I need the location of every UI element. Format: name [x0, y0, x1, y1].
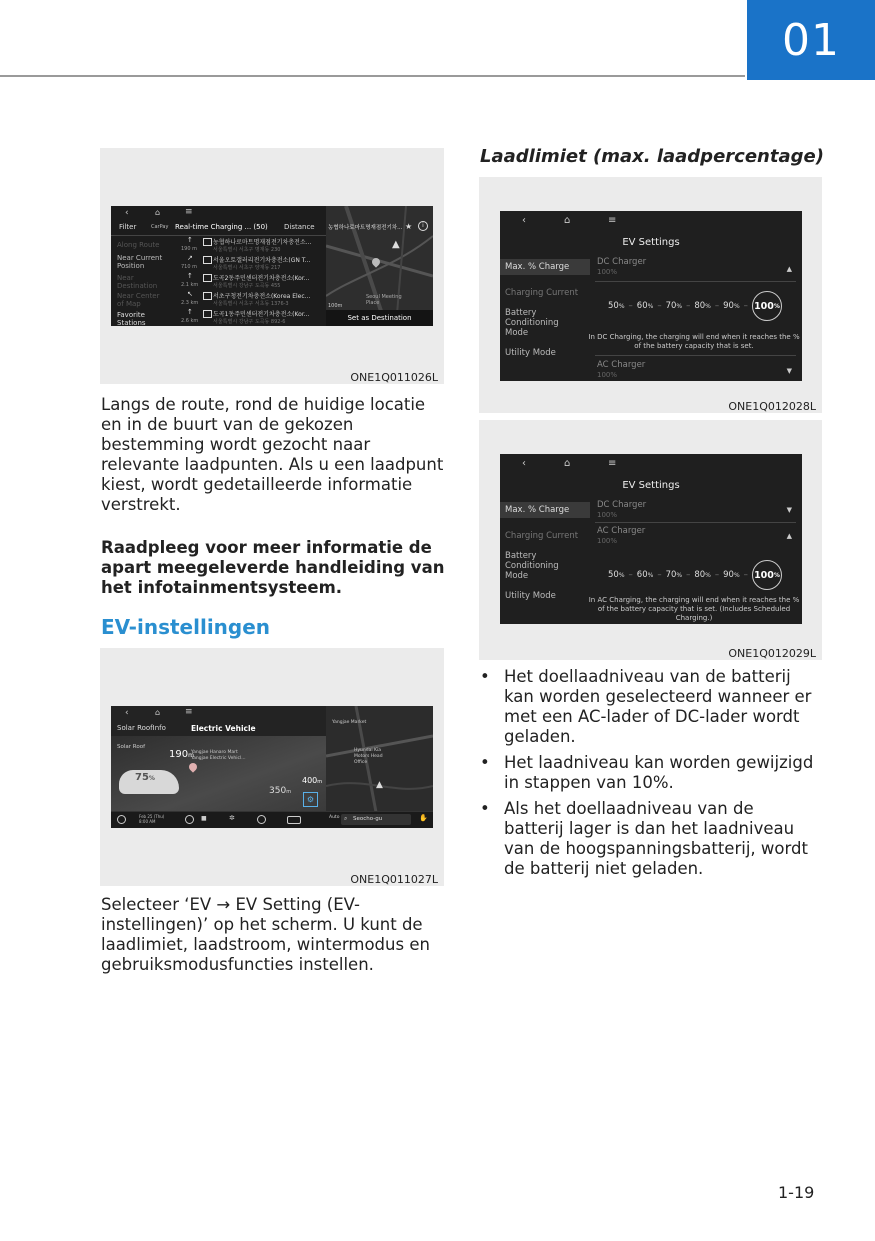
scale-unit: % — [705, 572, 711, 579]
selected-value: 100 — [754, 300, 774, 312]
scale-unit: % — [647, 572, 654, 579]
figure-ev-settings-ac — [479, 420, 822, 660]
selected-value: 100 — [754, 569, 774, 581]
arrow-diagonal-icon: ↗ — [187, 254, 193, 262]
row-address: 서울특별시 서초구 서초동 1376-3 — [213, 301, 289, 307]
scale-value: 50 — [608, 301, 619, 311]
side-near-destination[interactable]: Near Destination — [117, 274, 158, 290]
scale-value: 90 — [723, 301, 734, 311]
option-ac-charger[interactable] — [597, 360, 645, 380]
option-ac-value: 100% — [597, 371, 618, 379]
side-max-charge[interactable]: Max. % Charge — [505, 505, 570, 515]
lock-icon[interactable]: ■ — [201, 815, 207, 822]
table-row[interactable] — [173, 272, 326, 290]
menu-icon: ≡ — [185, 207, 193, 217]
ev-map-panel[interactable] — [326, 706, 433, 812]
side-favorite[interactable]: Favorite Stations — [117, 311, 146, 326]
scale-value: 70 — [665, 570, 677, 580]
list-title: Real-time Charging ... (50) — [175, 223, 268, 231]
scale-value: 50 — [608, 570, 619, 580]
category-sidebar — [111, 236, 173, 326]
scale-value: 60 — [636, 301, 648, 311]
home-icon[interactable]: ⌂ — [564, 215, 571, 226]
row-address: 서울특별시 강남구 도곡동 455 — [213, 283, 281, 289]
expand-arrow-icon[interactable]: ▼ — [786, 367, 792, 375]
figure-caption: ONE1Q011026L — [350, 371, 438, 384]
back-icon[interactable]: ‹ — [522, 215, 526, 226]
screen-charging-list — [111, 206, 433, 326]
search-icon: ⌕ — [344, 815, 348, 822]
solar-roof-info-button[interactable]: Solar RoofInfo — [117, 724, 166, 732]
scale-option[interactable] — [637, 570, 654, 580]
scale-option[interactable] — [694, 570, 711, 580]
selected-percent[interactable] — [752, 560, 782, 590]
list-item: • Het laadniveau kan worden gewijzigd in stappen van 10%. — [480, 753, 815, 793]
section-heading-charge-limit: Laadlimiet (max. laadpercentage) — [480, 146, 824, 167]
search-field[interactable] — [341, 814, 411, 825]
battery-percent-unit: % — [148, 775, 155, 782]
side-charging-current[interactable]: Charging Current — [505, 288, 579, 298]
option-ac-label: AC Charger — [597, 526, 646, 536]
info-icon[interactable]: i — [418, 221, 428, 231]
side-near-current[interactable]: Near Current Position — [117, 254, 163, 270]
figure-caption: ONE1Q011027L — [350, 873, 438, 886]
screen-ev-settings-dc — [500, 211, 802, 381]
header-rule — [0, 75, 745, 77]
back-icon: ‹ — [125, 208, 129, 218]
search-text: Seocho-gu — [353, 816, 383, 822]
ev-settings-icon[interactable]: ⚙ — [303, 792, 318, 807]
map-scale: 100m — [328, 303, 343, 309]
selected-percent[interactable] — [752, 291, 782, 321]
range-190-value: 190 — [169, 749, 189, 760]
ev-settings-title: EV Settings — [622, 480, 680, 491]
charging-note: In AC Charging, the charging will end when it reaches the % of the battery capacity that is set. (Includes Scheduled Charging.) — [588, 596, 800, 622]
clock-icon[interactable] — [185, 815, 194, 824]
ev-topbar — [500, 454, 802, 476]
paragraph-route-search: Langs de route, rond de huidige locatie en in de buurt van de gekozen bestemming wordt gezocht naar relevante laadpunten. Als u een laadpunt kiest, wordt gedetailleerde informatie verstrekt. — [101, 395, 444, 514]
charger-icon — [203, 292, 212, 300]
range-400-unit: m — [317, 779, 323, 785]
scale-unit: % — [705, 303, 711, 310]
paragraph-infotainment-note: Raadpleeg voor meer informatie de apart meegeleverde handleiding van het infotainmentsysteem. — [101, 538, 445, 597]
scale-option[interactable] — [608, 570, 625, 580]
distance-sort-button[interactable]: Distance — [284, 223, 315, 231]
scale-option[interactable] — [723, 570, 740, 580]
menu-icon[interactable]: ≡ — [608, 215, 617, 226]
ev-settings-title: EV Settings — [622, 237, 680, 248]
side-near-center[interactable]: Near Center of Map — [117, 292, 160, 308]
side-charging-current[interactable]: Charging Current — [505, 531, 579, 541]
chapter-tab: 01 — [747, 0, 875, 80]
arrow-up-icon: ↑ — [187, 308, 193, 316]
figure-charging-list — [100, 148, 444, 384]
option-ac-charger[interactable] — [597, 526, 645, 546]
divider — [595, 281, 796, 282]
figure-electric-vehicle — [100, 648, 444, 886]
settings-hand-icon[interactable]: ✋ — [419, 814, 428, 822]
scale-value: 90 — [723, 570, 734, 580]
scale-value: 80 — [694, 570, 706, 580]
arrow-up-icon: ↑ — [187, 272, 193, 280]
ev-topbar — [500, 211, 802, 233]
side-max-charge[interactable]: Max. % Charge — [505, 262, 570, 272]
figure-ev-settings-dc — [479, 177, 822, 413]
set-destination-button[interactable]: Set as Destination — [326, 310, 433, 326]
arrow-up-icon: ↑ — [187, 236, 193, 244]
side-battery-conditioning[interactable]: Battery Conditioning Mode — [505, 308, 559, 338]
option-ac-value: 100% — [597, 537, 618, 545]
row-name: 서초구청전기차충전소(Korea Elec... — [213, 293, 311, 300]
row-distance: 2.1 km — [181, 282, 199, 288]
option-dc-charger[interactable] — [597, 257, 646, 277]
range-350-value: 350 — [269, 786, 287, 796]
toggle-icon[interactable] — [287, 816, 301, 824]
star-icon[interactable]: ★ — [405, 222, 413, 231]
option-dc-value: 100% — [597, 511, 618, 519]
divider — [595, 522, 796, 523]
charging-note: In DC Charging, the charging will end when it reaches the % of the battery capacity that is set. — [588, 333, 800, 350]
filter-button[interactable]: Filter — [119, 223, 137, 231]
charger-icon — [203, 256, 212, 264]
solar-roof-label: Solar Roof — [117, 744, 146, 750]
collapse-arrow-icon[interactable]: ▲ — [786, 265, 792, 273]
destination-header: 농협하나로마트명재점전기차... — [328, 225, 403, 231]
date-time: Feb 25 (Thu) 8:00 AM — [139, 814, 165, 824]
climate-icon[interactable]: ✲ — [229, 814, 235, 822]
section-heading-ev: EV-instellingen — [101, 615, 271, 639]
map-label-hq: Hyundai Kia Motors Head Office — [354, 748, 383, 765]
station-name: Yangjae Hanaro Mart Yangjae Electric Vehicl... — [191, 750, 246, 761]
menu-icon: ≡ — [185, 707, 193, 717]
ev-screen-title: Electric Vehicle — [191, 724, 256, 733]
row-distance: 190 m — [181, 246, 198, 252]
row-distance: 710 m — [181, 264, 198, 270]
bottom-bar — [111, 811, 433, 828]
expand-arrow-icon[interactable]: ▼ — [786, 506, 792, 514]
carplay-label: CarPay — [151, 224, 169, 230]
scale-option[interactable] — [666, 570, 683, 580]
scale-option[interactable] — [608, 301, 625, 311]
scale-unit: % — [676, 303, 683, 310]
row-distance: 2.3 km — [181, 300, 199, 306]
scale-option[interactable] — [666, 301, 683, 311]
scale-option[interactable] — [694, 301, 711, 311]
charging-pin-icon — [187, 761, 198, 772]
scale-unit: % — [733, 572, 740, 579]
scale-unit: % — [733, 303, 740, 310]
timer-icon[interactable] — [257, 815, 266, 824]
row-address: 서울특별시 서초구 양재동 217 — [213, 265, 281, 271]
compass-icon[interactable]: ▲ — [376, 780, 383, 790]
range-350-unit: m — [286, 789, 292, 795]
back-icon[interactable]: ‹ — [522, 458, 526, 469]
range-350 — [269, 786, 291, 796]
scale-value: 60 — [636, 570, 648, 580]
auto-label: Auto — [329, 815, 340, 820]
range-400 — [302, 776, 322, 785]
list-item: • Het doellaadniveau van de batterij kan worden geselecteerd wanneer er met een AC-lader of DC-lader wordt geladen. — [480, 667, 815, 747]
battery-percent — [135, 772, 155, 783]
map-label-market: Yangjae Market — [332, 720, 367, 725]
scale-option[interactable] — [723, 301, 740, 311]
table-row[interactable] — [173, 308, 326, 326]
range-190-unit: m — [188, 752, 194, 759]
battery-percent-value: 75 — [135, 772, 149, 783]
compass-icon[interactable]: ▲ — [392, 239, 400, 250]
row-distance: 2.6 km — [181, 318, 199, 324]
percent-scale: 50% – 60% – 70% – 80% – 90% – — [608, 570, 748, 580]
option-ac-label: AC Charger — [597, 360, 646, 370]
selected-unit: % — [773, 571, 780, 579]
charger-icon — [203, 238, 212, 246]
side-battery-conditioning[interactable]: Battery Conditioning Mode — [505, 551, 559, 581]
charger-icon — [203, 274, 212, 282]
side-along-route[interactable]: Along Route — [117, 241, 160, 249]
back-icon: ‹ — [125, 708, 129, 718]
paragraph-ev-setting: Selecteer ‘EV → EV Setting (EV-instellingen)’ op het scherm. U kunt de laadlimiet, laadstroom, wintermodus en gebruiksmodusfuncties instellen. — [101, 895, 430, 974]
option-dc-label: DC Charger — [597, 500, 647, 510]
scale-unit: % — [647, 303, 654, 310]
scale-value: 80 — [694, 301, 706, 311]
range-400-value: 400 — [302, 776, 318, 785]
percent-scale: 50% – 60% – 70% – 80% – 90% – — [608, 301, 748, 311]
row-name: 서울오토갤러리전기차충전소(GN T... — [213, 257, 311, 264]
screen-ev-settings-ac — [500, 454, 802, 624]
row-name: 도곡2동주민센터전기차충전소(Kor... — [213, 275, 310, 282]
scale-value: 70 — [665, 301, 677, 311]
row-name: 도곡1동주민센터전기차충전소(Kor... — [213, 311, 310, 318]
map-panel[interactable] — [326, 206, 433, 326]
table-row[interactable] — [173, 290, 326, 308]
home-icon: ⌂ — [155, 208, 161, 217]
vehicle-panel — [111, 736, 326, 811]
arrow-diagonal-icon: ↖ — [187, 290, 193, 298]
bullet-list — [480, 667, 815, 885]
screen-electric-vehicle — [111, 706, 433, 828]
divider — [595, 355, 796, 356]
list-item: • Als het doellaadniveau van de batterij lager is dan het laadniveau van de hoogspanningsbatterij, wordt de batterij niet geladen. — [480, 799, 815, 879]
menu-icon[interactable]: ≡ — [608, 458, 617, 469]
scale-option[interactable] — [637, 301, 654, 311]
map-place-label: Seoul Meeting Place — [366, 294, 402, 306]
figure-caption: ONE1Q012029L — [728, 647, 816, 660]
table-row[interactable] — [173, 236, 326, 254]
side-utility-mode[interactable]: Utility Mode — [505, 348, 556, 358]
side-utility-mode[interactable]: Utility Mode — [505, 591, 556, 601]
power-icon[interactable] — [117, 815, 126, 824]
home-icon: ⌂ — [155, 708, 161, 717]
option-dc-label: DC Charger — [597, 257, 647, 267]
scale-unit: % — [676, 572, 683, 579]
row-name: 농협하나로마트명재점전기차충전소... — [213, 239, 312, 246]
row-address: 서울특별시 서초구 명재동 230 — [213, 247, 281, 253]
selected-unit: % — [773, 302, 780, 310]
scale-unit: % — [618, 303, 625, 310]
table-row[interactable] — [173, 254, 326, 272]
option-dc-value: 100% — [597, 268, 618, 276]
option-dc-charger[interactable] — [597, 500, 646, 520]
collapse-arrow-icon[interactable]: ▲ — [786, 532, 792, 540]
charger-icon — [203, 310, 212, 318]
figure-caption: ONE1Q012028L — [728, 400, 816, 413]
list-toolbar — [111, 221, 326, 236]
row-address: 서울특별시 강남구 도곡동 892-6 — [213, 319, 286, 325]
page-number: 1-19 — [778, 1183, 815, 1202]
scale-unit: % — [618, 572, 625, 579]
home-icon[interactable]: ⌂ — [564, 458, 571, 469]
